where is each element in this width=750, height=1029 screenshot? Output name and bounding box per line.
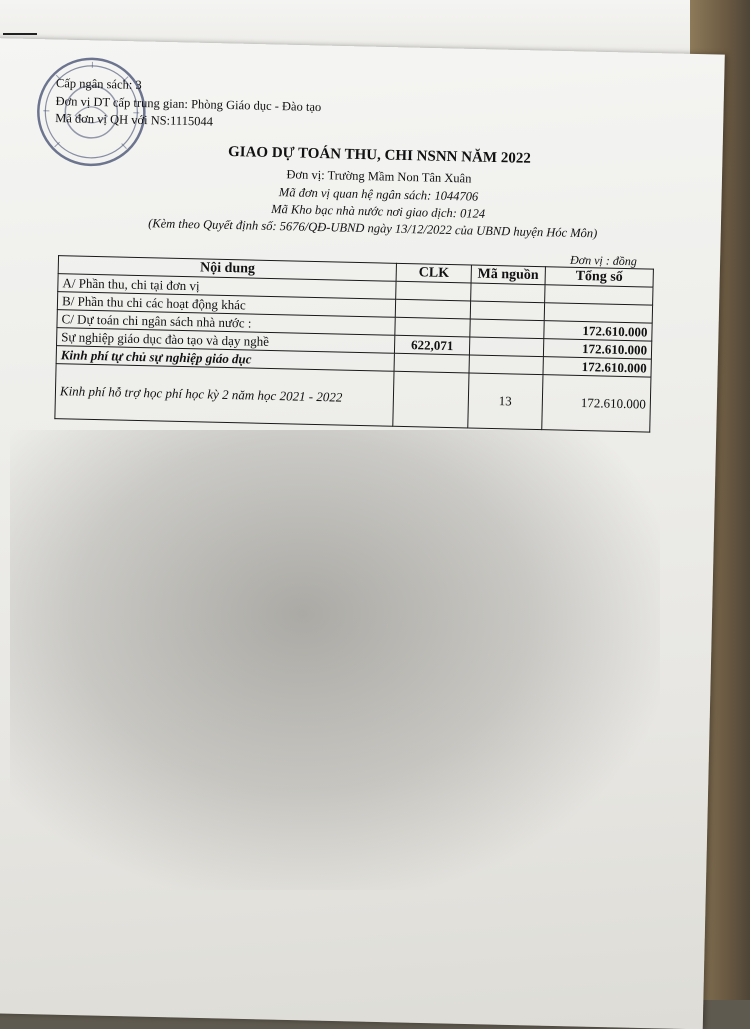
header-block: [55, 75, 322, 134]
attachment-note: (Kèm theo Quyết định số: 5676/QĐ-UBND ngày 13/12/2022 của UBND huyện Hóc Môn): [0, 213, 748, 245]
row-clk: [395, 317, 470, 337]
header-content: Nội dung: [58, 256, 397, 282]
row-total: 172.610.000: [543, 339, 651, 359]
treasury-code: Mã Kho bạc nhà nước nơi giao dịch: 0124: [3, 196, 750, 228]
budget-relation-code: Mã đơn vị quan hệ ngân sách: 1044706: [3, 179, 750, 211]
budget-table: [54, 255, 654, 432]
document-title: GIAO DỰ TOÁN THU, CHI NSNN NĂM 2022: [4, 139, 750, 173]
header-source: Mã nguồn: [471, 265, 546, 285]
row-content: B/ Phần thu chi các hoạt động khác: [57, 292, 396, 318]
currency-unit: Đơn vị : đồng: [570, 253, 637, 270]
row-source: [470, 319, 545, 339]
row-clk: 622,071: [395, 335, 470, 355]
row-content: A/ Phần thu, chi tại đơn vị: [58, 274, 397, 300]
row-content: Kinh phí tự chủ sự nghiệp giáo dục: [56, 346, 395, 372]
row-content: C/ Dự toán chi ngân sách nhà nước :: [57, 310, 396, 336]
row-content: Sự nghiệp giáo dục đào tạo và dạy nghề: [57, 328, 396, 354]
unit-name: Đơn vị: Trường Mầm Non Tân Xuân: [4, 161, 750, 193]
header-clk: CLK: [397, 263, 472, 283]
row-source: [470, 301, 545, 321]
row-clk: [396, 281, 471, 301]
row-source: [470, 283, 545, 303]
row-clk: [394, 353, 469, 373]
row-source: [469, 355, 544, 375]
row-total: 172.610.000: [543, 357, 651, 377]
row-clk: [393, 371, 469, 428]
unit-code: Mã đơn vị QH với NS:1115044: [55, 110, 321, 134]
intermediate-unit: Đơn vị DT cấp trung gian: Phòng Giáo dục - Đào tạo: [55, 93, 321, 117]
row-total: 172.610.000: [542, 375, 651, 432]
budget-level: Cấp ngân sách: 3: [56, 75, 322, 99]
row-clk: [396, 299, 471, 319]
row-content: Kinh phí hỗ trợ học phí học kỳ 2 năm học 2021 - 2022: [55, 364, 395, 427]
header-total: Tổng số: [545, 267, 653, 287]
row-source: [469, 337, 544, 357]
row-total: 172.610.000: [544, 321, 652, 341]
row-source: 13: [468, 373, 543, 430]
